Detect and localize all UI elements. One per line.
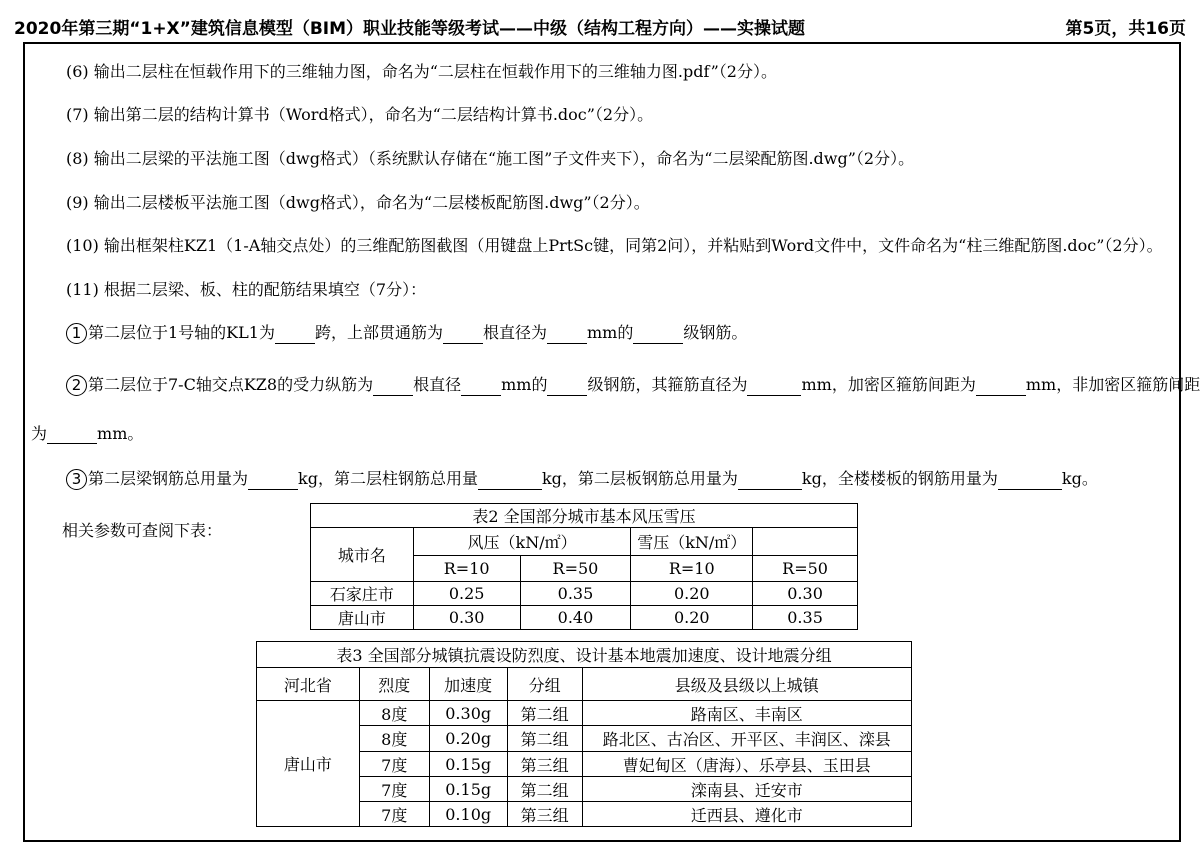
answer-blank[interactable]: [738, 471, 802, 490]
table3-header: 分组: [507, 668, 582, 701]
table2-header-snow: 雪压（kN/㎡）: [631, 528, 753, 556]
table-cell: 0.35: [753, 606, 858, 630]
fill-item-2: [66, 372, 1200, 396]
table2-subheader: R=10: [631, 556, 753, 582]
table-cell: 7度: [359, 752, 429, 777]
fill-item-3: [66, 466, 1098, 490]
table-cell: 7度: [359, 777, 429, 802]
fill-text: 根直径为: [482, 323, 547, 342]
table-row: [311, 606, 858, 630]
question-10: (10) 输出框架柱KZ1（1-A轴交点处）的三维配筋图截图（用键盘上PrtSc键，同第2问），并粘贴到Word文件中，文件命名为“柱三维配筋图.doc”（2分）。: [66, 236, 1163, 255]
table-wind-snow: [310, 503, 858, 630]
fill-text: 为: [31, 424, 48, 443]
fill-text: 级钢筋，其箍筋直径为: [587, 375, 748, 394]
table-cell: 0.40: [520, 606, 631, 630]
table-cell: 第三组: [507, 802, 582, 827]
table-cell: 第二组: [507, 777, 582, 802]
question-6: (6) 输出二层柱在恒载作用下的三维轴力图，命名为“二层柱在恒载作用下的三维轴力图.pdf”（2分）。: [66, 62, 777, 81]
fill-text: 第二层位于1号轴的KL1为: [88, 323, 275, 342]
fill-text: mm的: [501, 375, 548, 394]
answer-blank[interactable]: [373, 377, 413, 396]
answer-blank[interactable]: [275, 325, 315, 344]
fill-text: 第二层梁钢筋总用量为: [88, 469, 249, 488]
question-7: (7) 输出第二层的结构计算书（Word格式），命名为“二层结构计算书.doc”（2分）。: [66, 105, 654, 124]
table-cell: 0.15g: [429, 752, 507, 777]
table-cell: 0.15g: [429, 777, 507, 802]
table-cell: 路北区、古冶区、开平区、丰润区、滦县: [582, 726, 911, 752]
table3-header: 加速度: [429, 668, 507, 701]
table-cell: 0.30: [753, 582, 858, 606]
reference-note: 相关参数可查阅下表：: [62, 521, 223, 540]
table-cell: 迁西县、遵化市: [582, 802, 911, 827]
circled-number-1: 1: [66, 323, 87, 344]
table-cell: 第二组: [507, 701, 582, 726]
table-cell: 8度: [359, 701, 429, 726]
fill-text: 级钢筋。: [683, 323, 748, 342]
fill-text: kg，全楼楼板的钢筋用量为: [801, 469, 998, 488]
question-11: (11) 根据二层梁、板、柱的配筋结果填空（7分）：: [66, 280, 427, 299]
table-cell: 0.20g: [429, 726, 507, 752]
table-cell: 第二组: [507, 726, 582, 752]
answer-blank[interactable]: [747, 377, 801, 396]
fill-item-1: [66, 320, 747, 344]
answer-blank[interactable]: [461, 377, 501, 396]
table-cell: 0.20: [631, 582, 753, 606]
fill-text: 第二层位于7-C轴交点KZ8的受力纵筋为: [88, 375, 374, 394]
table3-header: 烈度: [359, 668, 429, 701]
table2-subheader: R=50: [520, 556, 631, 582]
table-cell: 路南区、丰南区: [582, 701, 911, 726]
fill-text: kg，第二层板钢筋总用量为: [541, 469, 738, 488]
fill-text: mm，加密区箍筋间距为: [801, 375, 976, 394]
table-cell: [753, 528, 858, 556]
page-number: 第5页，共16页: [1065, 19, 1186, 39]
table-cell: 0.10g: [429, 802, 507, 827]
table2-header-city: 城市名: [311, 528, 414, 582]
answer-blank[interactable]: [478, 471, 542, 490]
table-cell: 0.30: [413, 606, 520, 630]
answer-blank[interactable]: [633, 325, 683, 344]
circled-number-3: 3: [66, 469, 87, 490]
table-cell: 7度: [359, 802, 429, 827]
table-row: [311, 582, 858, 606]
table-cell: 0.35: [520, 582, 631, 606]
table3-caption: 表3 全国部分城镇抗震设防烈度、设计基本地震加速度、设计地震分组: [257, 642, 912, 668]
table3-header: 河北省: [257, 668, 360, 701]
table-cell: 唐山市: [311, 606, 414, 630]
table-row: [257, 701, 912, 726]
table-cell: 0.25: [413, 582, 520, 606]
table2-caption: 表2 全国部分城市基本风压雪压: [311, 504, 858, 528]
answer-blank[interactable]: [443, 325, 483, 344]
question-9: (9) 输出二层楼板平法施工图（dwg格式），命名为“二层楼板配筋图.dwg”（2分）。: [66, 193, 650, 212]
answer-blank[interactable]: [547, 325, 587, 344]
fill-text: mm，非加密区箍筋间距: [1025, 375, 1200, 394]
table3-header: 县级及县级以上城镇: [582, 668, 911, 701]
fill-text: kg。: [1061, 469, 1098, 488]
table-cell: 滦南县、迁安市: [582, 777, 911, 802]
fill-text: 跨，上部贯通筋为: [314, 323, 443, 342]
fill-item-2-continued: [31, 421, 143, 444]
table-cell: 0.30g: [429, 701, 507, 726]
answer-blank[interactable]: [547, 377, 587, 396]
table-cell: 曹妃甸区（唐海）、乐亭县、玉田县: [582, 752, 911, 777]
table2-subheader: R=10: [413, 556, 520, 582]
answer-blank[interactable]: [976, 377, 1026, 396]
table2-subheader: R=50: [753, 556, 858, 582]
answer-blank[interactable]: [998, 471, 1062, 490]
fill-text: mm的: [586, 323, 634, 342]
table-cell: 石家庄市: [311, 582, 414, 606]
answer-blank[interactable]: [47, 425, 97, 444]
fill-text: kg，第二层柱钢筋总用量: [298, 469, 478, 488]
question-8: (8) 输出二层梁的平法施工图（dwg格式）（系统默认存储在“施工图”子文件夹下），命名为“二层梁配筋图.dwg”（2分）。: [66, 149, 915, 168]
table-seismic: [256, 641, 912, 827]
circled-number-2: 2: [66, 375, 87, 396]
table-cell: 8度: [359, 726, 429, 752]
exam-title: 2020年第三期“1+X”建筑信息模型（BIM）职业技能等级考试——中级（结构工程方向）——实操试题: [14, 19, 806, 39]
table2-header-wind: 风压（kN/㎡）: [413, 528, 631, 556]
fill-text: mm。: [97, 424, 144, 443]
page-header: [14, 14, 1186, 42]
table-cell: 第三组: [507, 752, 582, 777]
answer-blank[interactable]: [248, 471, 298, 490]
fill-text: 根直径: [413, 375, 462, 394]
table-cell: 0.20: [631, 606, 753, 630]
table3-city: 唐山市: [257, 701, 360, 827]
